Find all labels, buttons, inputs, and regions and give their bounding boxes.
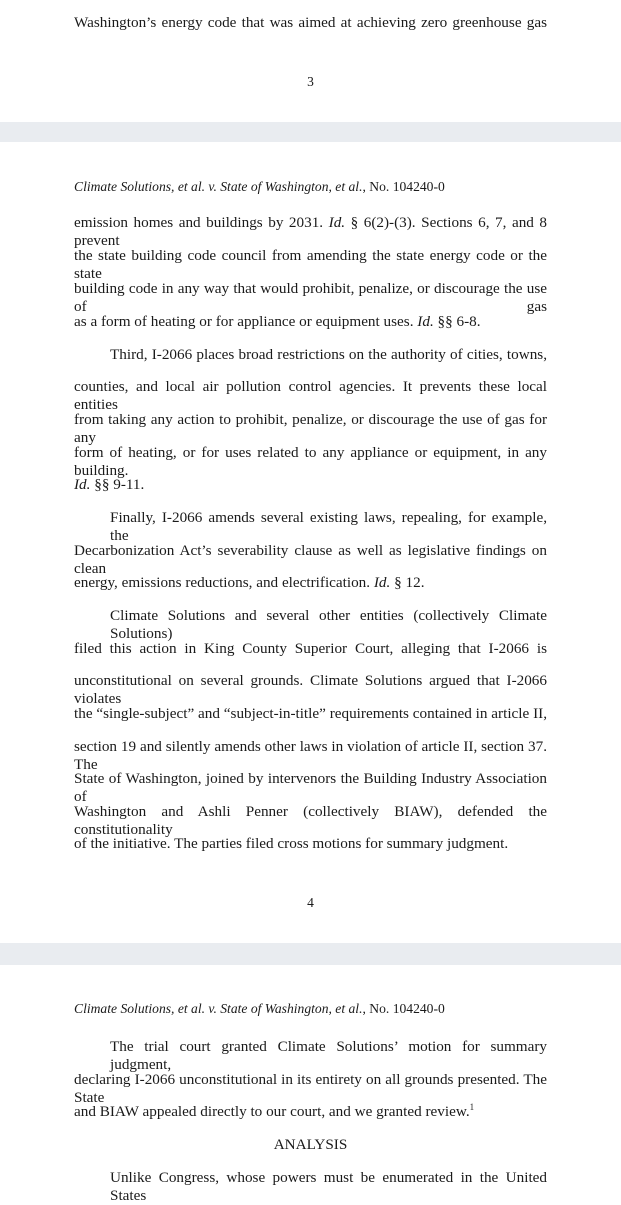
body-line	[74, 280, 547, 316]
case-number: , No. 104240-0	[362, 1001, 445, 1016]
text-run: from taking any action to prohibit, penalize, or discourage the use of gas for any	[74, 411, 547, 446]
text-run: as a form of heating or for appliance or equipment uses.	[74, 313, 418, 330]
text-run: unconstitutional on several grounds. Climate Solutions argued that I-2066 violates	[74, 672, 547, 707]
text-run: § 6(2)-(3). Sections 6, 7, and 8 prevent	[74, 214, 547, 249]
text-run: building code in any way that would prohibit, penalize, or discourage the use of gas	[74, 280, 547, 315]
text-run: Finally, I-2066 amends several existing laws, repealing, for example, the	[110, 509, 547, 544]
page-number: 3	[307, 74, 314, 89]
body-line	[74, 444, 547, 480]
text-run: section 19 and silently amends other laws in violation of article II, section 37. The	[74, 738, 547, 773]
section-heading: ANALYSIS	[273, 1136, 348, 1153]
body-line	[74, 346, 547, 364]
body-line	[74, 607, 547, 643]
text-run: Climate Solutions and several other entities (collectively Climate Solutions)	[110, 607, 547, 642]
body-line	[74, 574, 547, 592]
body-line	[74, 705, 547, 723]
case-number: , No. 104240-0	[362, 179, 445, 194]
body-line	[74, 770, 547, 806]
body-line	[74, 509, 547, 545]
text-run: State of Washington, joined by intervenors the Building Industry Association of	[74, 770, 547, 805]
body-line	[74, 247, 547, 283]
text-run: the state building code council from amending the state energy code or the state	[74, 247, 547, 282]
text-run: energy, emissions reductions, and electrification.	[74, 574, 374, 591]
body-line	[74, 738, 547, 774]
text-run: Decarbonization Act’s severability clause as well as legislative findings on clean	[74, 542, 547, 577]
page-number: 4	[307, 895, 314, 910]
text-run: the “single-subject” and “subject-in-title” requirements contained in article II,	[74, 705, 547, 722]
body-line	[74, 1103, 547, 1121]
page-separator	[0, 122, 621, 142]
case-caption	[74, 179, 445, 195]
text-run: counties, and local air pollution control agencies. It prevents these local entities	[74, 378, 547, 413]
text-run: § 12.	[390, 574, 425, 591]
text-run: emission homes and buildings by 2031.	[74, 214, 329, 231]
body-line	[74, 542, 547, 578]
citation-id: Id.	[74, 476, 91, 493]
body-line: Unlike Congress, whose powers must be enumerated in the United States	[110, 1169, 547, 1204]
body-line	[74, 476, 547, 494]
body-line: declaring I-2066 unconstitutional in its entirety on all grounds presented. The State	[74, 1071, 547, 1106]
case-name: Climate Solutions, et al. v. State of Washington, et al.	[74, 179, 363, 194]
footnote-marker[interactable]: 1	[469, 1101, 475, 1112]
body-line: Washington’s energy code that was aimed at achieving zero greenhouse gas	[74, 14, 547, 31]
citation-id: Id.	[373, 574, 391, 591]
text-run: Third, I-2066 places broad restrictions on the authority of cities, towns,	[110, 346, 547, 363]
citation-id: Id.	[328, 214, 346, 231]
case-caption	[74, 1001, 445, 1017]
text-run: form of heating, or for uses related to any appliance or equipment, in any building.	[74, 444, 547, 479]
body-line: The trial court granted Climate Solutions’ motion for summary judgment,	[110, 1038, 547, 1073]
body-line	[74, 214, 547, 250]
case-name: Climate Solutions, et al. v. State of Washington, et al.	[74, 1001, 363, 1016]
body-line	[74, 411, 547, 447]
text-run: and BIAW appealed directly to our court, and we granted review.	[74, 1103, 470, 1120]
text-run: Washington and Ashli Penner (collectively BIAW), defended the constitutionality	[74, 803, 547, 838]
body-line	[74, 835, 547, 853]
body-line	[74, 803, 547, 839]
body-line	[74, 313, 547, 331]
body-line	[74, 378, 547, 414]
text-run: filed this action in King County Superior Court, alleging that I-2066 is	[74, 640, 547, 657]
citation-id: Id.	[417, 313, 434, 330]
body-line	[74, 672, 547, 708]
body-line	[74, 640, 547, 658]
text-run: §§ 9-11.	[90, 476, 145, 493]
text-run: §§ 6-8.	[433, 313, 481, 330]
page-separator	[0, 943, 621, 965]
text-run: of the initiative. The parties filed cross motions for summary judgment.	[74, 835, 509, 852]
